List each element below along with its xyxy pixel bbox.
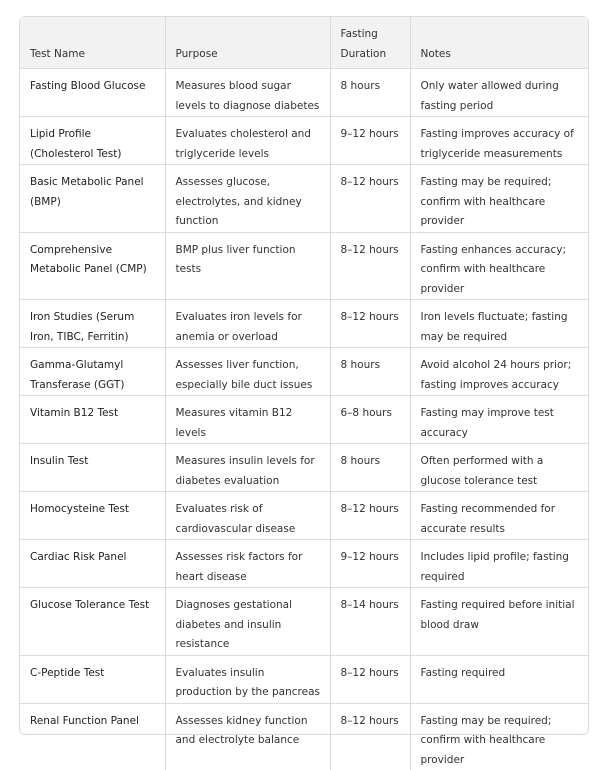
fasting-tests-table [20,17,588,770]
table-row [20,588,588,656]
cell-notes: Fasting may be required; confirm with healthcare provider [410,165,588,233]
table-row [20,540,588,588]
cell-fasting-duration: 8 hours [330,348,410,396]
cell-test-name: Insulin Test [20,444,165,492]
table-row [20,444,588,492]
cell-purpose: Assesses liver function, especially bile duct issues [165,348,330,396]
cell-fasting-duration: 9–12 hours [330,117,410,165]
cell-notes: Fasting required [410,655,588,703]
cell-test-name: Renal Function Panel [20,703,165,770]
cell-purpose: Assesses risk factors for heart disease [165,540,330,588]
cell-test-name: Comprehensive Metabolic Panel (CMP) [20,232,165,300]
table-header [20,17,588,69]
cell-notes: Fasting improves accuracy of triglyceride measurements [410,117,588,165]
cell-notes: Often performed with a glucose tolerance test [410,444,588,492]
cell-test-name: Cardiac Risk Panel [20,540,165,588]
cell-fasting-duration: 8–12 hours [330,703,410,770]
header-row [20,17,588,69]
cell-purpose: Evaluates risk of cardiovascular disease [165,492,330,540]
cell-purpose: Assesses kidney function and electrolyte balance [165,703,330,770]
table-row [20,396,588,444]
cell-fasting-duration: 8 hours [330,444,410,492]
header-purpose: Purpose [165,17,330,69]
table-row [20,348,588,396]
cell-fasting-duration: 8–12 hours [330,492,410,540]
cell-fasting-duration: 8–12 hours [330,232,410,300]
header-fasting-duration: Fasting Duration [330,17,410,69]
cell-notes: Fasting required before initial blood draw [410,588,588,656]
cell-notes: Fasting may improve test accuracy [410,396,588,444]
header-test-name: Test Name [20,17,165,69]
cell-test-name: Lipid Profile (Cholesterol Test) [20,117,165,165]
cell-fasting-duration: 8 hours [330,69,410,117]
table-row [20,300,588,348]
table-row [20,232,588,300]
cell-test-name: Gamma-Glutamyl Transferase (GGT) [20,348,165,396]
cell-notes: Iron levels fluctuate; fasting may be required [410,300,588,348]
table-body [20,69,588,770]
table-row [20,69,588,117]
cell-fasting-duration: 9–12 hours [330,540,410,588]
cell-purpose: Evaluates cholesterol and triglyceride levels [165,117,330,165]
cell-purpose: Measures insulin levels for diabetes evaluation [165,444,330,492]
cell-notes: Only water allowed during fasting period [410,69,588,117]
table-row [20,703,588,770]
cell-purpose: BMP plus liver function tests [165,232,330,300]
table-row [20,492,588,540]
cell-fasting-duration: 8–14 hours [330,588,410,656]
cell-test-name: Homocysteine Test [20,492,165,540]
cell-fasting-duration: 6–8 hours [330,396,410,444]
cell-test-name: Vitamin B12 Test [20,396,165,444]
cell-notes: Fasting recommended for accurate results [410,492,588,540]
cell-notes: Fasting may be required; confirm with healthcare provider [410,703,588,770]
cell-test-name: Basic Metabolic Panel (BMP) [20,165,165,233]
table-row [20,117,588,165]
cell-purpose: Evaluates iron levels for anemia or overload [165,300,330,348]
cell-test-name: Iron Studies (Serum Iron, TIBC, Ferritin) [20,300,165,348]
cell-purpose: Evaluates insulin production by the pancreas [165,655,330,703]
cell-notes: Includes lipid profile; fasting required [410,540,588,588]
cell-purpose: Assesses glucose, electrolytes, and kidney function [165,165,330,233]
cell-test-name: C-Peptide Test [20,655,165,703]
cell-notes: Avoid alcohol 24 hours prior; fasting improves accuracy [410,348,588,396]
table-row [20,165,588,233]
fasting-tests-table-container [19,16,589,735]
cell-purpose: Diagnoses gestational diabetes and insulin resistance [165,588,330,656]
cell-test-name: Glucose Tolerance Test [20,588,165,656]
cell-purpose: Measures vitamin B12 levels [165,396,330,444]
cell-purpose: Measures blood sugar levels to diagnose diabetes [165,69,330,117]
cell-test-name: Fasting Blood Glucose [20,69,165,117]
header-notes: Notes [410,17,588,69]
cell-fasting-duration: 8–12 hours [330,165,410,233]
table-row [20,655,588,703]
cell-fasting-duration: 8–12 hours [330,655,410,703]
cell-notes: Fasting enhances accuracy; confirm with healthcare provider [410,232,588,300]
cell-fasting-duration: 8–12 hours [330,300,410,348]
